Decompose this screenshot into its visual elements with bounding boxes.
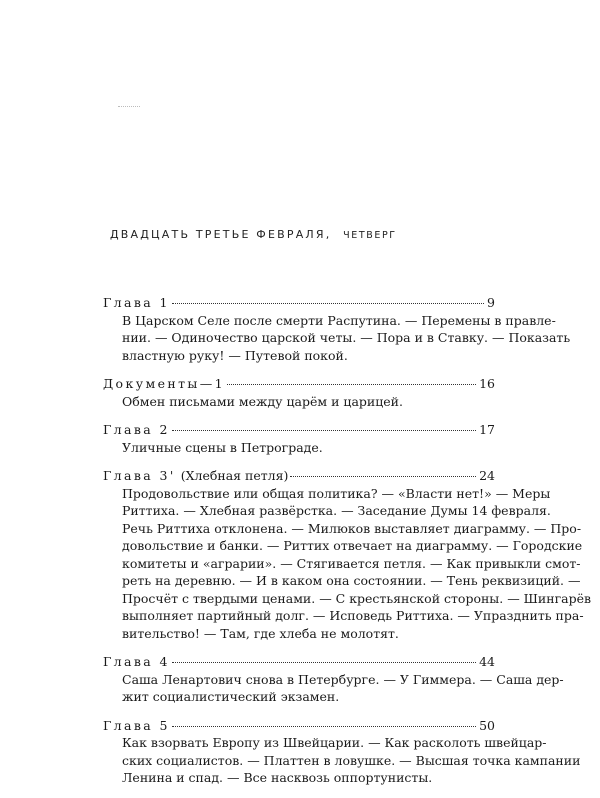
- toc-entry: [103, 421, 495, 456]
- chapter-label: Глава 1: [103, 295, 170, 310]
- summary-line: комитеты и «аграрии». — Стягивается петля. — Как привыкли смот-: [122, 555, 581, 571]
- page-number: 9: [487, 295, 495, 310]
- dot-leader: [290, 476, 476, 477]
- chapter-label: Глава 5: [103, 717, 170, 733]
- chapter-label: Глава 2: [103, 422, 170, 437]
- part-title-main: ДВАДЦАТЬ ТРЕТЬЕ ФЕВРАЛЯ,: [110, 228, 332, 241]
- chapter-label: Документы—1: [103, 376, 226, 391]
- toc-entry-heading: [103, 653, 495, 671]
- chapter-summary: [103, 671, 564, 706]
- summary-line: Обмен письмами между царём и царицей.: [122, 393, 403, 409]
- summary-line: вительство! — Там, где хлеба не молотят.: [122, 625, 399, 641]
- toc-entry: [103, 717, 581, 787]
- chapter-summary: [103, 485, 592, 643]
- summary-line: довольствие и банки. — Риттих отвечает на диаграмму. — Городские: [122, 538, 583, 553]
- part-title-day: ЧЕТВЕРГ: [343, 230, 397, 241]
- dot-leader: [172, 303, 484, 304]
- summary-line: выполняет партийный долг. — Исповедь Риттиха. — Упразднить пра-: [122, 608, 584, 623]
- summary-line: Саша Ленартович снова в Петербурге. — У Гиммера. — Саша дер-: [122, 671, 564, 687]
- summary-line: Речь Риттиха отклонена. — Милюков выставляет диаграмму. — Про-: [122, 520, 582, 536]
- chapter-label: Глава 3': [103, 468, 176, 483]
- toc-entry-heading: [103, 421, 495, 439]
- summary-line: жит социалистический экзамен.: [122, 689, 340, 704]
- summary-line: Просчёт с твердыми ценами. — С крестьянской стороны. — Шингарёв: [122, 590, 592, 606]
- page-number: 17: [479, 422, 495, 437]
- dot-leader: [172, 662, 476, 663]
- chapter-summary: [103, 393, 495, 411]
- dot-leader: [172, 726, 476, 727]
- dot-leader: [227, 384, 476, 385]
- chapter-summary: [103, 439, 495, 457]
- chapter-label: Глава 4: [103, 654, 170, 669]
- summary-line: Риттиха. — Хлебная развёрстка. — Заседание Думы 14 февраля.: [122, 503, 551, 518]
- page-number: 50: [479, 717, 495, 733]
- summary-line: реть на деревню. — И в каком она состоянии. — Тень реквизиций. —: [122, 573, 581, 588]
- toc-entry-heading: [103, 467, 495, 485]
- summary-line: Ленина и спад. — Все насквозь оппортунисты.: [122, 770, 433, 785]
- summary-line: В Царском Селе после смерти Распутина. — Перемены в правле-: [122, 312, 556, 328]
- table-of-contents: [103, 294, 592, 798]
- summary-line: Уличные сцены в Петрограде.: [122, 439, 323, 455]
- page-mark: [118, 106, 140, 109]
- page-number: 44: [479, 654, 495, 669]
- toc-entry: [103, 653, 564, 706]
- toc-entry-heading: [103, 717, 495, 735]
- page-number: 24: [479, 468, 495, 483]
- chapter-subtitle: (Хлебная петля): [180, 468, 289, 483]
- summary-line: Продовольствие или общая политика? — «Власти нет!» — Меры: [122, 485, 551, 501]
- chapter-summary: [103, 312, 571, 365]
- toc-entry: [103, 467, 592, 642]
- summary-line: властную руку! — Путевой покой.: [122, 347, 348, 363]
- toc-entry-heading: [103, 375, 495, 393]
- toc-entry-heading: [103, 294, 495, 312]
- summary-line: Как взорвать Европу из Швейцарии. — Как расколоть швейцар-: [122, 735, 547, 750]
- summary-line: ских социалистов. — Платтен в ловушке. — Высшая точка кампании: [122, 752, 581, 768]
- part-title: [110, 228, 397, 241]
- toc-entry: [103, 294, 571, 364]
- summary-line: нии. — Одиночество царской четы. — Пора и в Ставку. — Показать: [122, 330, 571, 345]
- chapter-summary: [103, 734, 581, 787]
- dot-leader: [172, 430, 476, 431]
- toc-entry: [103, 375, 495, 410]
- page-number: 16: [479, 376, 495, 391]
